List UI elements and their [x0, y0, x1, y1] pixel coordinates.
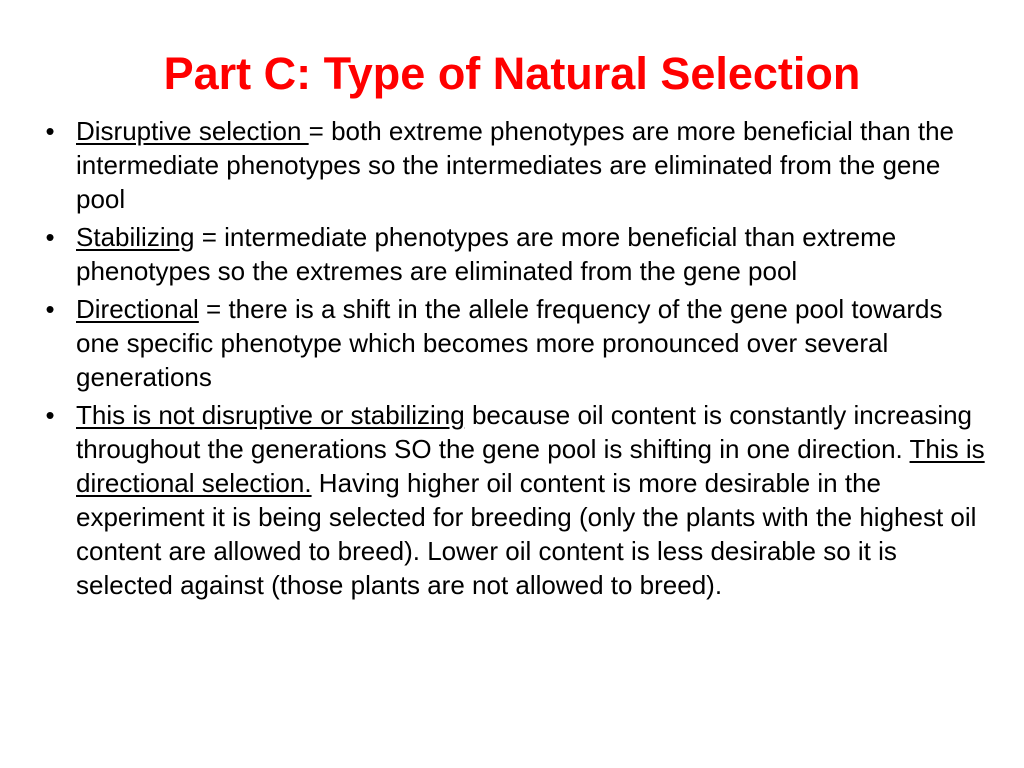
bullet-text: because oil content is constantly increasing throughout the generations SO the gene pool is shifting in one direction.: [76, 400, 973, 464]
bullet-text-secondary: Having higher oil content is more desirable in the experiment it is being selected for breeding (only the plants with the highest oil content are allowed to breed). Lower oil content is less desirable so it is selected against (those plants are not allowed to breed).: [76, 468, 977, 600]
bullet-marker: •: [45, 116, 55, 146]
bullet-term: Stabilizing: [76, 222, 195, 252]
bullet-term-secondary: This is directional selection.: [76, 434, 985, 498]
bullet-marker: •: [45, 294, 55, 324]
bullet-term: Directional: [76, 294, 199, 324]
bullet-term: Disruptive selection: [76, 116, 309, 146]
bullet-disruptive: [40, 114, 990, 216]
bullet-text: = there is a shift in the allele frequency of the gene pool towards one specific phenotype which becomes more pronounced over several generations: [76, 294, 943, 392]
bullet-marker: •: [45, 400, 55, 430]
slide-title: Part C: Type of Natural Selection: [163, 48, 861, 99]
bullet-marker: •: [45, 222, 55, 252]
bullet-list: [40, 114, 990, 606]
bullet-directional: [40, 292, 990, 394]
bullet-conclusion: [40, 398, 990, 602]
bullet-stabilizing: [40, 220, 990, 288]
bullet-text: = both extreme phenotypes are more beneficial than the intermediate phenotypes so the intermediates are eliminated from the gene pool: [76, 116, 955, 214]
bullet-text: = intermediate phenotypes are more beneficial than extreme phenotypes so the extremes are eliminated from the gene pool: [76, 222, 897, 286]
bullet-term: This is not disruptive or stabilizing: [76, 400, 465, 430]
